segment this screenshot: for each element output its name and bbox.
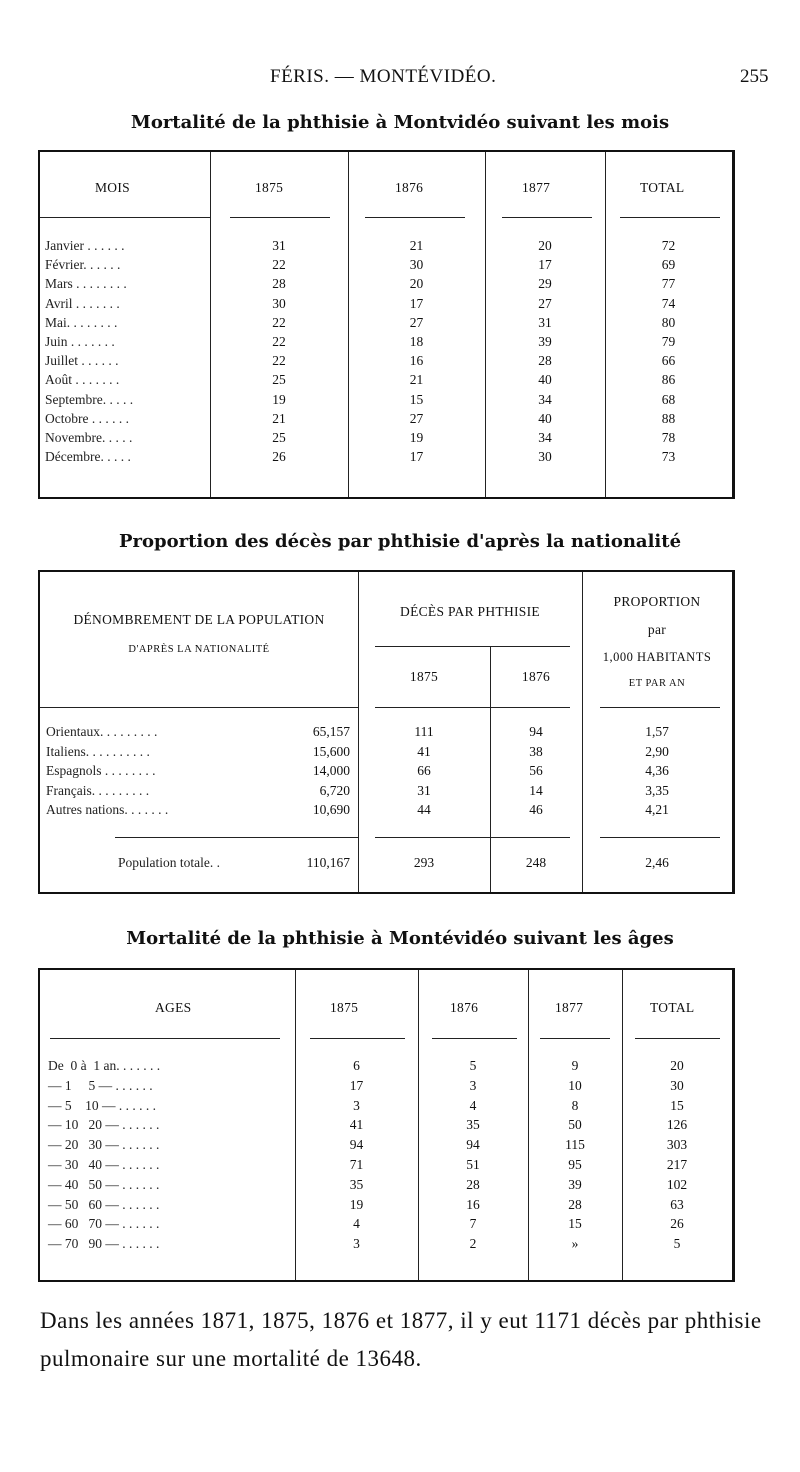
table1-row-value: 40	[538, 410, 552, 426]
table1-row-label: Janvier . . . . . .	[45, 238, 125, 253]
table3-row-label: De 0 à 1 an. . . . . . .	[48, 1058, 161, 1073]
table3-row-value: 102	[666, 1176, 688, 1192]
table1-row-value: 25	[272, 372, 286, 388]
table1-row-value: 77	[661, 276, 676, 292]
table2-header-rule	[600, 707, 720, 708]
table3-row-value: 2	[469, 1236, 477, 1252]
table1-row-value: 20	[409, 276, 424, 292]
table2-row-1875: 111	[414, 724, 434, 739]
table1-row-value: 86	[661, 372, 676, 388]
table3-header-rule	[50, 1038, 280, 1039]
table-months	[38, 150, 735, 499]
table1-row-label: Mars . . . . . . . .	[45, 276, 127, 292]
table3-row-value: 16	[466, 1196, 480, 1212]
table1-row-value: 29	[538, 276, 552, 292]
table3-row-label: — 5 10 — . . . . . .	[48, 1097, 156, 1113]
table2-row-proportion: 3,35	[645, 782, 669, 798]
table3-row-value: 5	[673, 1236, 681, 1252]
table1-row-value: 18	[409, 334, 424, 349]
table1-row-value: 68	[661, 391, 676, 407]
table1-header-1877: 1877	[522, 180, 551, 195]
table1-header-rule	[365, 217, 465, 218]
table1-row-value: 21	[272, 410, 286, 426]
table2-total-rule	[600, 837, 720, 838]
table1-row-value: 88	[661, 410, 676, 426]
table1-row-value: 30	[272, 295, 286, 311]
table3-header-total: TOTAL	[650, 1000, 695, 1015]
table3-row-value: 95	[568, 1157, 582, 1172]
table1-header-month: MOIS	[95, 180, 130, 195]
table3-row-value: 15	[670, 1097, 684, 1113]
table2-header-proportion: PROPORTION	[613, 594, 701, 609]
table2-row-population: 15,600	[312, 743, 350, 759]
table1-row-value: 22	[272, 334, 286, 349]
table1-row-value: 22	[272, 257, 286, 273]
table3-row-value: 41	[349, 1117, 364, 1133]
table2-row-1876: 14	[529, 782, 543, 798]
table2-row-label: Italiens. . . . . . . . . .	[46, 743, 150, 759]
table3-row-value: 9	[571, 1058, 579, 1073]
table1-row-value: 17	[409, 295, 424, 311]
table3-header-ages: AGES	[155, 1000, 192, 1015]
table2-total-proportion: 2,46	[645, 855, 669, 870]
table2-row-population: 14,000	[312, 763, 350, 778]
table3-row-value: 50	[568, 1117, 582, 1133]
table3-row-value: 8	[571, 1097, 579, 1113]
table1-header-total: TOTAL	[640, 180, 685, 195]
table3-header-rule	[540, 1038, 610, 1039]
table3-row-value: 4	[469, 1097, 477, 1113]
table3-row-value: 30	[670, 1077, 684, 1093]
table2-header-par-an: ET PAR AN	[628, 678, 686, 689]
table3-row-label: — 60 70 — . . . . . .	[48, 1216, 160, 1232]
table1-header-rule	[620, 217, 720, 218]
table2-header-rule	[40, 707, 358, 708]
table1-row-value: 16	[409, 353, 424, 369]
table1-row-value: 17	[409, 449, 424, 465]
table3-row-value: 3	[353, 1097, 360, 1113]
table3-row-label: — 1 5 — . . . . . .	[48, 1077, 153, 1093]
table3-row-label: — 50 60 — . . . . . .	[48, 1196, 160, 1212]
table3-header-rule	[310, 1038, 405, 1039]
table2-row-label: Autres nations. . . . . . .	[46, 802, 169, 817]
table3-row-label: — 70 90 — . . . . . .	[48, 1236, 160, 1252]
table3-row-value: 3	[353, 1236, 360, 1252]
table3-row-value: 17	[349, 1077, 364, 1093]
footer-paragraph: Dans les années 1871, 1875, 1876 et 1877, il y eut 1171 décès par phthisie pulmonaire sur une mortalité de 13648.	[40, 1308, 762, 1371]
table2-row-label: Espagnols . . . . . . . .	[46, 763, 156, 778]
table3-title: Mortalité de la phthisie à Montévidéo suivant les âges	[126, 928, 674, 949]
table3-row-value: 5	[469, 1058, 477, 1073]
table1-row-value: 22	[272, 314, 286, 330]
table3-row-label: — 20 30 — . . . . . .	[48, 1137, 160, 1153]
table2-row-population: 65,157	[312, 724, 350, 739]
table1-row-label: Juillet . . . . . .	[45, 353, 119, 369]
table1-row-label: Mai. . . . . . . .	[45, 314, 118, 330]
table1-row-value: 78	[661, 430, 676, 445]
table2-row-proportion: 4,21	[645, 802, 669, 817]
table3-row-value: 115	[565, 1137, 585, 1153]
page-number: 255	[740, 66, 769, 87]
table2-row-1876: 94	[529, 724, 543, 739]
table3-row-value: 63	[670, 1196, 684, 1212]
table3-row-value: 51	[466, 1157, 480, 1172]
table2-row-proportion: 1,57	[645, 724, 669, 739]
table2-total-1875: 293	[413, 855, 435, 870]
table3-header-rule	[432, 1038, 517, 1039]
table1-header-rule	[230, 217, 330, 218]
table2-row-1875: 44	[417, 802, 431, 817]
table1-row-label: Août . . . . . . .	[45, 372, 120, 388]
table2-header-population: DÉNOMBREMENT DE LA POPULATION	[73, 612, 325, 627]
table3-row-value: 28	[466, 1176, 480, 1192]
table3-row-value: 28	[568, 1196, 582, 1212]
table3-header-rule	[635, 1038, 720, 1039]
table-nationality	[38, 570, 735, 894]
running-head	[0, 66, 800, 94]
table2-total-1876: 248	[525, 855, 547, 870]
table1-row-value: 17	[538, 257, 552, 273]
table3-row-value: 15	[568, 1216, 582, 1232]
table1-row-value: 73	[661, 449, 676, 465]
table1-row-value: 27	[409, 314, 424, 330]
table2-row-population: 10,690	[312, 802, 350, 817]
table1-row-value: 66	[661, 353, 676, 369]
table2-header-rule	[375, 707, 570, 708]
table3-row-value: 217	[666, 1157, 688, 1172]
table3-row-value: 6	[353, 1058, 360, 1073]
table3-header-1875: 1875	[330, 1000, 359, 1015]
table1-row-value: 72	[661, 238, 676, 253]
table2-row-proportion: 4,36	[645, 763, 669, 778]
table2-title: Proportion des décès par phthisie d'après la nationalité	[118, 531, 682, 552]
table1-row-value: 27	[409, 410, 424, 426]
table1-row-value: 26	[272, 449, 286, 465]
table2-row-1876: 56	[529, 763, 543, 778]
running-head-title: FÉRIS. — MONTÉVIDÉO.	[270, 66, 497, 87]
table1-row-value: 31	[272, 238, 286, 253]
table1-row-value: 34	[538, 391, 552, 407]
table3-row-label: — 30 40 — . . . . . .	[48, 1157, 160, 1172]
table2-total-rule	[115, 837, 358, 838]
table2-deces-rule	[375, 646, 570, 647]
table1-row-value: 15	[409, 391, 424, 407]
table2-row-label: Français. . . . . . . . .	[46, 782, 150, 798]
table2-header-deces: DÉCÈS PAR PHTHISIE	[400, 604, 540, 619]
table3-row-value: 10	[568, 1077, 582, 1093]
table2-header-1875: 1875	[409, 669, 439, 684]
table3-row-value: 4	[353, 1216, 360, 1232]
table2-header-1876: 1876	[521, 669, 551, 684]
table2-row-1875: 66	[417, 763, 431, 778]
table1-row-value: 21	[409, 372, 424, 388]
table2-row-population: 6,720	[319, 782, 350, 798]
table2-row-1875: 41	[417, 743, 431, 759]
table3-header-1877: 1877	[555, 1000, 584, 1015]
table1-row-value: 28	[538, 353, 552, 369]
table2-row-label: Orientaux. . . . . . . . .	[46, 724, 158, 739]
table1-row-value: 19	[409, 430, 424, 445]
table1-row-label: Septembre. . . . .	[45, 391, 134, 407]
table1-row-value: 21	[409, 238, 424, 253]
table1-row-label: Juin . . . . . . .	[45, 334, 115, 349]
table1-row-label: Octobre . . . . . .	[45, 410, 129, 426]
table1-header-rule	[40, 217, 210, 218]
table2-header-population-sub: D'APRÈS LA NATIONALITÉ	[128, 644, 270, 655]
table1-row-label: Février. . . . . .	[45, 257, 121, 273]
table1-row-value: 74	[661, 295, 676, 311]
table1-title: Mortalité de la phthisie à Montvidéo suivant les mois	[130, 112, 670, 133]
table1-header-1875: 1875	[255, 180, 284, 195]
table3-row-label: — 10 20 — . . . . . .	[48, 1117, 160, 1133]
table1-row-value: 30	[538, 449, 552, 465]
table1-row-value: 69	[661, 257, 676, 273]
table1-row-label: Avril . . . . . . .	[45, 295, 120, 311]
table3-row-value: 303	[666, 1137, 688, 1153]
table2-header-par: par	[647, 622, 667, 637]
table1-row-value: 34	[538, 430, 552, 445]
table3-row-value: 7	[469, 1216, 477, 1232]
table2-row-1876: 38	[529, 743, 543, 759]
table1-row-value: 80	[661, 314, 676, 330]
table2-row-1875: 31	[417, 782, 431, 798]
table1-row-value: 31	[538, 314, 552, 330]
table3-row-value: 26	[670, 1216, 684, 1232]
table3-row-value: 39	[568, 1176, 582, 1192]
table3-row-value: 20	[670, 1058, 684, 1073]
table3-row-value: 94	[466, 1137, 480, 1153]
table2-total-rule	[375, 837, 570, 838]
table2-header-habitants: 1,000 HABITANTS	[602, 650, 712, 664]
table3-row-value: 3	[469, 1077, 477, 1093]
table1-row-value: 19	[272, 391, 286, 407]
table3-row-value: »	[571, 1236, 579, 1252]
table3-row-value: 71	[349, 1157, 364, 1172]
table3-row-label: — 40 50 — . . . . . .	[48, 1176, 160, 1192]
table1-row-value: 39	[538, 334, 552, 349]
table1-row-value: 30	[409, 257, 424, 273]
table1-row-value: 27	[538, 295, 552, 311]
table1-row-value: 20	[538, 238, 552, 253]
table2-total-label: Population totale. .	[118, 855, 220, 870]
table3-row-value: 94	[349, 1137, 364, 1153]
table1-row-value: 28	[272, 276, 286, 292]
table1-row-label: Novembre. . . . .	[45, 430, 133, 445]
table3-row-value: 126	[666, 1117, 688, 1133]
table1-row-value: 25	[272, 430, 286, 445]
table2-row-proportion: 2,90	[645, 743, 669, 759]
table1-row-value: 40	[538, 372, 552, 388]
table1-row-label: Décembre. . . . .	[45, 449, 131, 465]
table1-row-value: 79	[661, 334, 676, 349]
table-ages	[38, 968, 735, 1282]
table1-row-value: 22	[272, 353, 286, 369]
table3-row-value: 19	[349, 1196, 364, 1212]
table3-row-value: 35	[466, 1117, 480, 1133]
table3-row-value: 35	[349, 1176, 364, 1192]
table3-header-1876: 1876	[450, 1000, 479, 1015]
table2-row-1876: 46	[529, 802, 543, 817]
table1-header-1876: 1876	[395, 180, 424, 195]
table1-header-rule	[502, 217, 592, 218]
table2-total-population: 110,167	[306, 855, 350, 870]
